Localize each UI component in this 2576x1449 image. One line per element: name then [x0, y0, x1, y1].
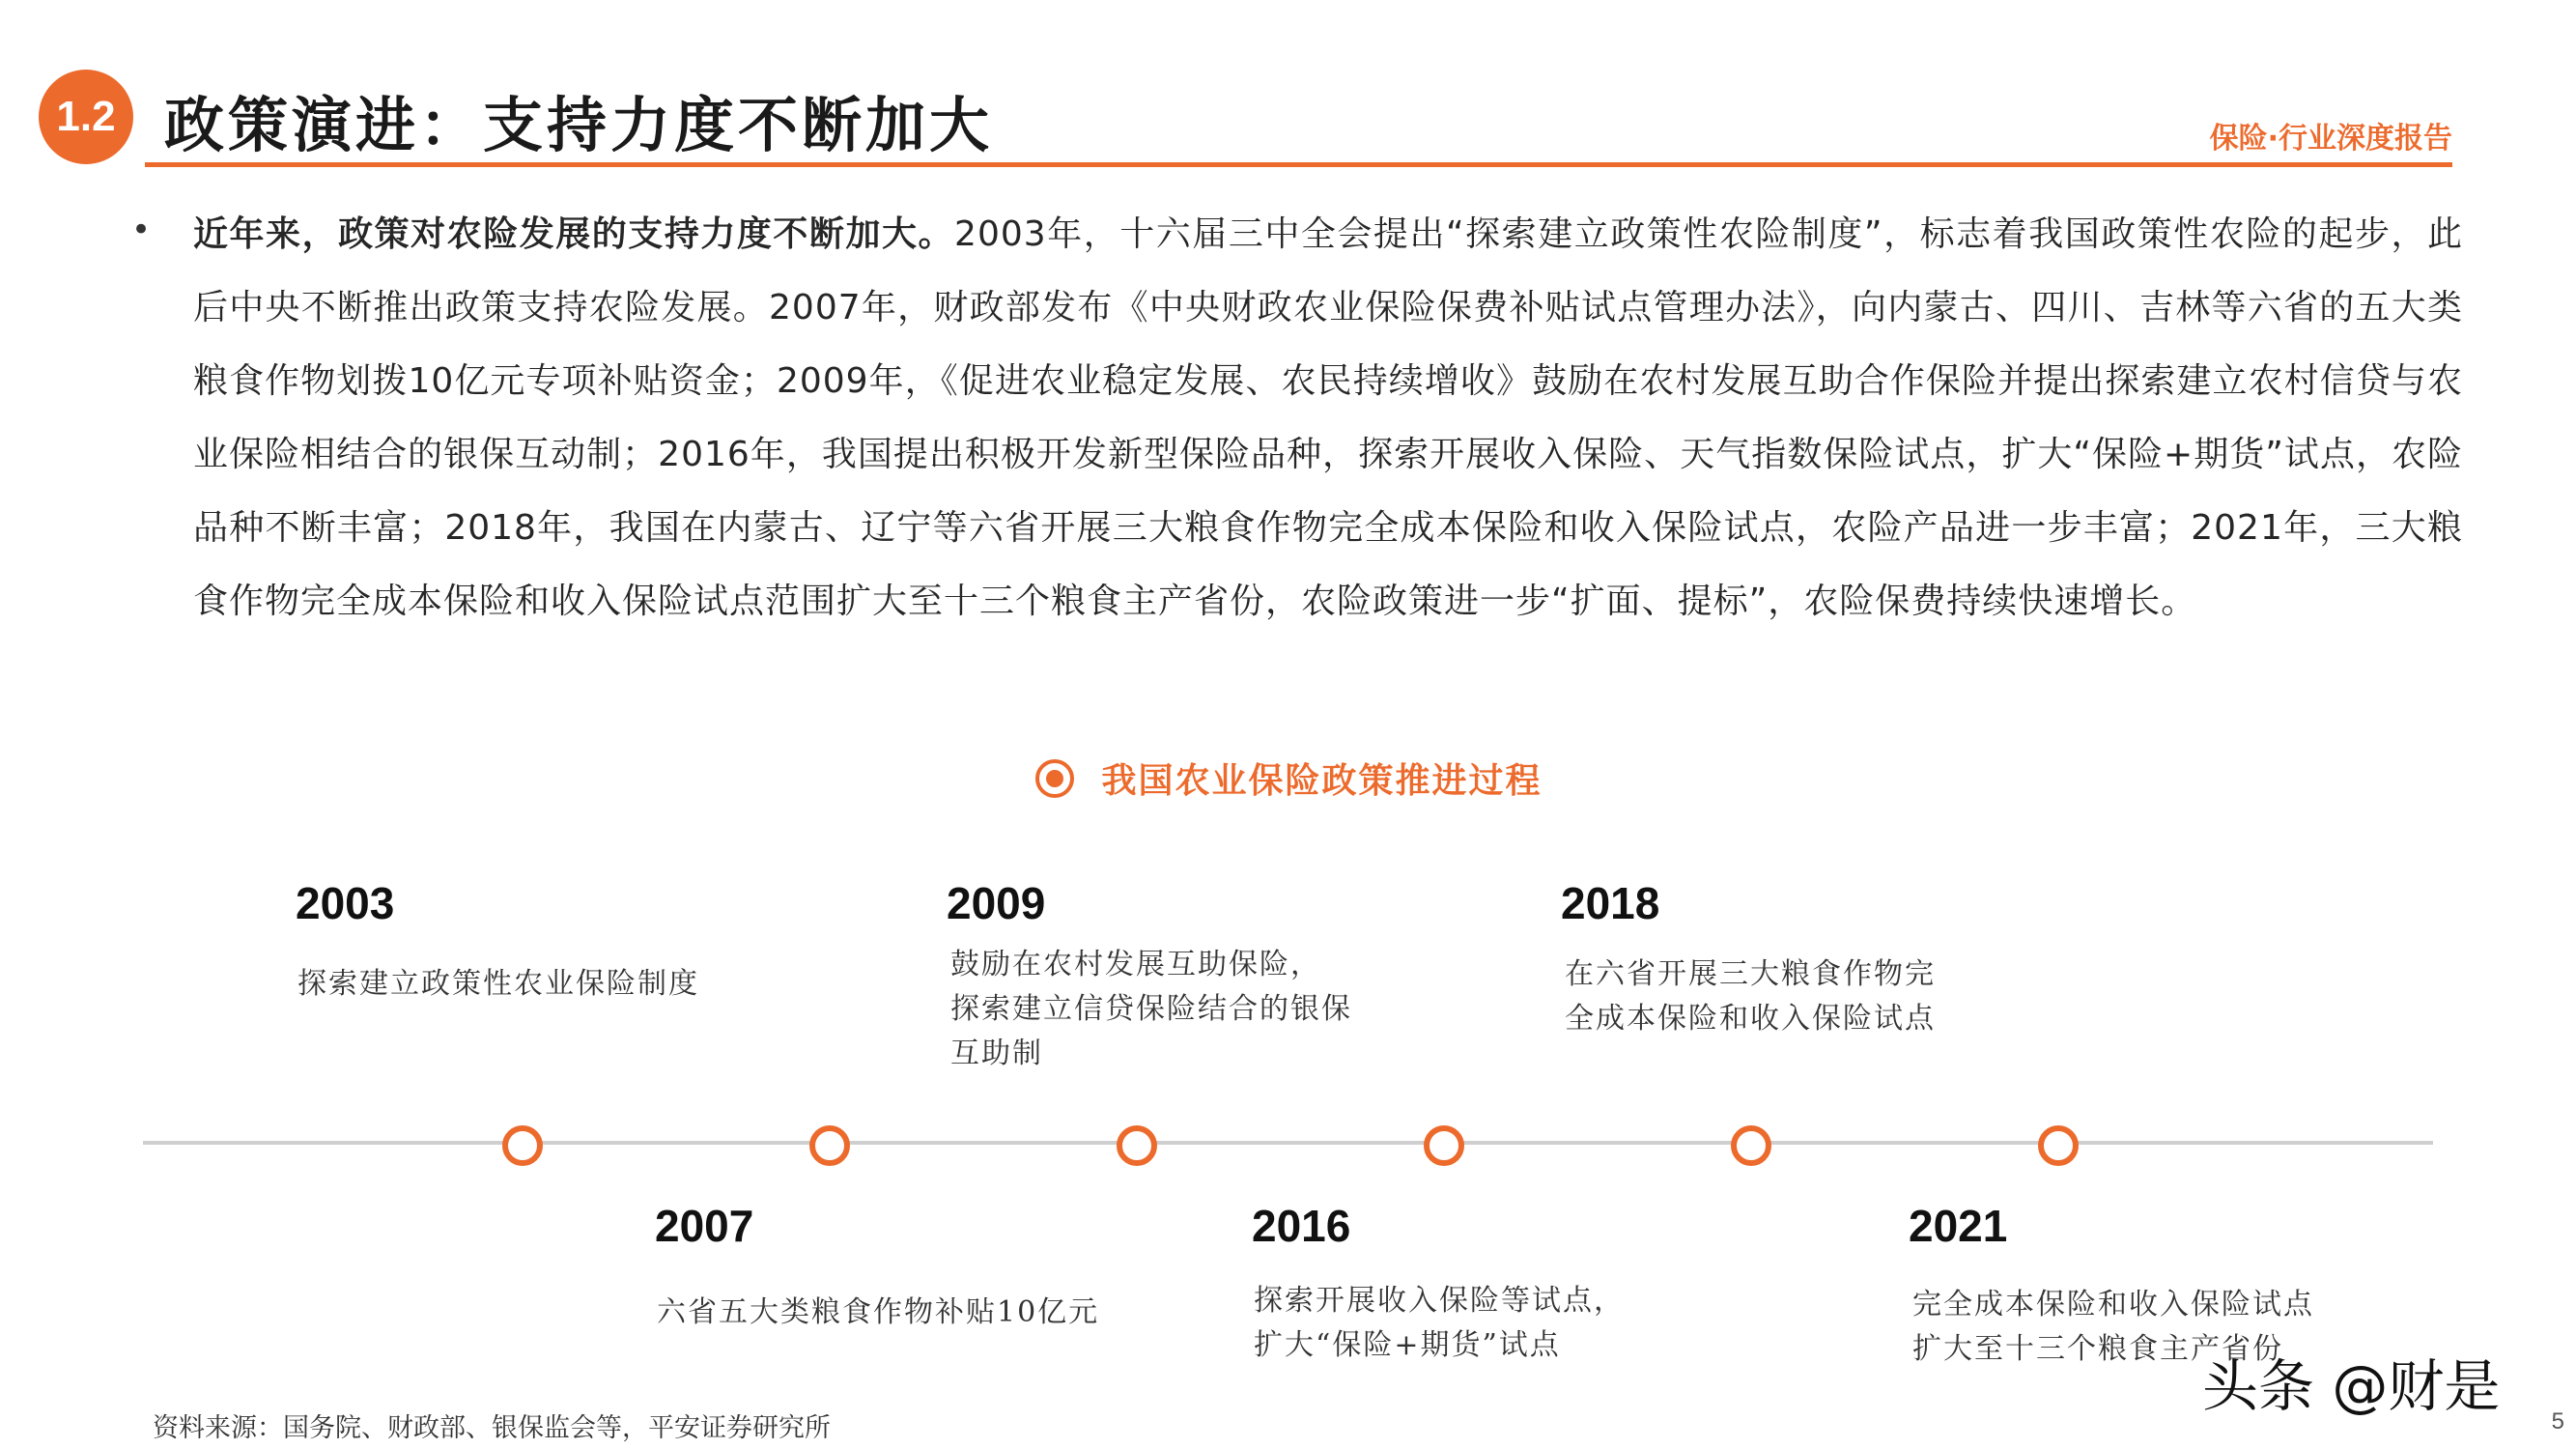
watermark: 头条 @财是 [2202, 1353, 2501, 1419]
target-icon [1033, 757, 1076, 800]
page-number: 5 [2551, 1408, 2564, 1435]
source-note: 资料来源：国务院、财政部、银保监会等，平安证券研究所 [153, 1413, 831, 1443]
header-divider [145, 162, 2452, 167]
timeline-year: 2016 [1252, 1201, 1351, 1251]
timeline-year: 2007 [655, 1201, 754, 1251]
intro-lead: 近年来，政策对农险发展的支持力度不断加大。 [193, 214, 955, 254]
timeline-description: 探索开展收入保险等试点， 扩大“保险+期货”试点 [1254, 1284, 1625, 1362]
intro-body: 2003年，十六届三中全会提出“探索建立政策性农险制度”，标志着我国政策性农险的起步，此后中央不断推出政策支持农险发展。2007年，财政部发布《中央财政农业保险保费补贴试点管理办法》，向内蒙古、四川、吉林等六省的五大类粮食作物划拨10亿元专项补贴资金；2009年，《促进农业稳定发展、农民持续增收》鼓励在农村发展互助合作保险并提出探索建立农村信贷与农业保险相结合的银保互动制；2016年，我国提出积极开发新型保险品种，探索开展收入保险、天气指数保险试点，扩大“保险+期货”试点，农险品种不断丰富；2018年，我国在内蒙古、辽宁等六省开展三大粮食作物完全成本保险和收入保险试点，农险产品进一步丰富；2021年，三大粮食作物完全成本保险和收入保险试点范围扩大至十三个粮食主产省份，农险政策进一步“扩面、提标”，农险保费持续快速增长。 [193, 214, 2463, 621]
timeline-year: 2003 [296, 878, 395, 928]
timeline-year: 2009 [947, 878, 1046, 928]
timeline-node-2007 [809, 1125, 850, 1166]
section-number-badge: 1.2 [39, 70, 133, 164]
bullet-icon: • [131, 211, 152, 249]
timeline-node-2003 [502, 1125, 543, 1166]
timeline-node-2021 [2038, 1125, 2079, 1166]
timeline-year: 2021 [1909, 1201, 2008, 1251]
page-title: 政策演进：支持力度不断加大 [164, 90, 994, 160]
timeline-description: 探索建立政策性农业保险制度 [297, 967, 699, 1001]
timeline-node-2018 [1731, 1125, 1771, 1166]
timeline-node-2009 [1117, 1125, 1157, 1166]
intro-paragraph [193, 198, 2463, 639]
timeline-year: 2018 [1561, 878, 1660, 928]
timeline-node-2016 [1424, 1125, 1464, 1166]
figure-heading [0, 753, 2576, 804]
timeline-description: 六省五大类粮食作物补贴10亿元 [657, 1295, 1100, 1329]
timeline-axis [143, 1141, 2433, 1145]
figure-title: 我国农业保险政策推进过程 [1101, 761, 1543, 801]
timeline-description: 完全成本保险和收入保险试点 扩大至十三个粮食主产省份 [1912, 1288, 2314, 1366]
timeline-description: 在六省开展三大粮食作物完 全成本保险和收入保险试点 [1565, 957, 1936, 1036]
timeline-description: 鼓励在农村发展互助保险， 探索建立信贷保险结合的银保 互助制 [950, 948, 1352, 1070]
report-category-tag: 保险·行业深度报告 [2209, 122, 2452, 156]
